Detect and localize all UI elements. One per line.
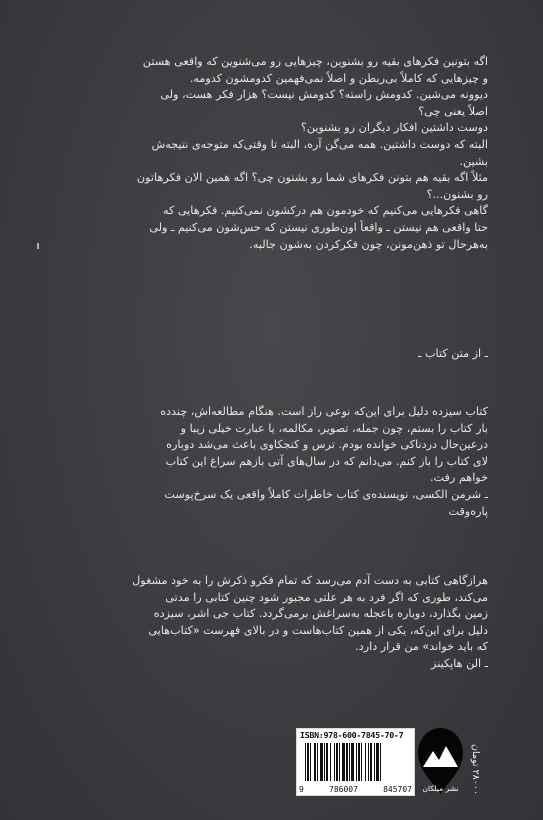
barcode-bar <box>361 743 362 781</box>
barcode-bar <box>342 743 345 781</box>
review-line: می‌کند، طوری که اگر فرد به هر علتی مجبور شود چنین کتابی را مدتی <box>165 590 488 604</box>
review-line: زمین بگذارد، دوباره باعجله به‌سراغش برمی‌گردد. کتاب جی اشر، سیزده <box>153 607 488 621</box>
review-signature: ـ شرمن الکسی، نویسنده‌ی کتاب خاطرات کاملاً واقعی یک سرخ‌پوست <box>164 487 488 501</box>
excerpt-line: گاهی فکرهایی می‌کنیم که خودمون هم درکشون نمی‌کنیم. فکرهایی که <box>162 204 488 218</box>
barcode-bar <box>370 743 372 781</box>
excerpt-source-label: ـ از متن کتاب ـ <box>418 347 488 360</box>
barcode-bar <box>307 743 309 781</box>
barcode-bar <box>376 743 379 781</box>
excerpt-source <box>83 346 488 363</box>
excerpt-line: مثلاً اگه بقیه هم بتونن فکرهای شما رو بشنون چی؟ اگه همین الان فکرهاتون <box>136 171 488 185</box>
price-label: ۲۸۰۰۰ تومان <box>470 743 481 795</box>
barcode-bar <box>374 743 375 781</box>
excerpt-line: دیوونه می‌شین. کدومش راسته؟ کدومش نیست؟ هزار فکر هست، ولی <box>160 88 488 102</box>
barcode-bar <box>324 743 325 781</box>
review-line: درعین‌حال دردناکی خوانده بودم. ترس و کنجکاوی باعث می‌شد دوباره <box>166 438 488 452</box>
barcode-bar <box>330 743 331 781</box>
review-signature: ـ الن هاپکینز <box>431 656 488 670</box>
margin-mark <box>37 243 39 249</box>
publisher-logo <box>417 727 464 795</box>
barcode-bar <box>334 743 335 781</box>
review-hopkins <box>83 573 488 673</box>
barcode-bar <box>305 743 306 781</box>
excerpt-line: اصلاً یعنی چی؟ <box>418 104 488 118</box>
barcode-bar <box>314 743 316 781</box>
excerpt-line: دوست داشتین افکار دیگران رو بشنوین؟ <box>300 121 488 135</box>
barcode-bar <box>346 743 348 781</box>
barcode-bar <box>351 743 354 781</box>
excerpt-line: به‌هرحال تو ذهن‌مونن، چون فکرکردن به‌شون جالبه. <box>249 237 488 251</box>
barcode-bar <box>349 743 350 781</box>
review-alexie <box>83 404 488 520</box>
barcode-bar <box>365 743 366 781</box>
barcode-bar <box>358 743 360 781</box>
excerpt-line: البته که دوست داشتین. همه می‌گن آره، البته تا وقتی‌که متوجه‌ی نتیجه‌ش <box>151 137 488 151</box>
excerpt-line: و چیزهایی که کاملاً بی‌ربطن و اصلاً نمی‌فهمین کدومشون کدومه. <box>189 71 488 85</box>
barcode-bar <box>336 743 338 781</box>
barcode-bars <box>305 743 407 781</box>
barcode-bar <box>326 743 328 781</box>
excerpt-line: بشین. <box>459 154 488 168</box>
barcode-digit-lead: 9 <box>299 785 304 794</box>
review-line: دلیل برای این‌که، یکی از همین کتاب‌هاست و در بالای فهرست «کتاب‌هایی <box>148 623 488 637</box>
barcode-bar <box>339 743 340 781</box>
review-line: لای کتاب را باز کنم. می‌دانم که در سال‌های آتی بازهم سراغ این کتاب <box>165 454 488 468</box>
isbn-barcode <box>296 728 415 796</box>
isbn-text: ISBN:978-600-7845-70-7 <box>300 730 404 740</box>
barcode-bar <box>317 743 318 781</box>
barcode-bar <box>320 743 323 781</box>
excerpt-line: حتا واقعی هم نیستن ـ واقعاً اون‌طوری نیستن که حس‌شون می‌کنیم ـ ولی <box>149 220 488 234</box>
barcode-bar <box>356 743 357 781</box>
publisher-name: نشر میلکان <box>422 784 459 793</box>
barcode-digits-right: 845707 <box>383 785 412 794</box>
barcode-bar <box>310 743 311 781</box>
excerpt-line: اگه بتونین فکرهای بقیه رو بشنوین، چیزهایی رو می‌شنوین که واقعی هستن <box>142 55 488 68</box>
review-line: هرازگاهی کتابی به دست آدم می‌رسد که تمام فکرو ذکرش را به خود مشغول <box>132 574 488 587</box>
barcode-bar <box>380 743 381 781</box>
review-signature-continued: پاره‌وقت <box>448 504 488 518</box>
review-line: کتاب سیزده دلیل برای این‌که نوعی راز است. هنگام مطالعه‌اش، چندده <box>160 405 488 418</box>
excerpt-line: رو بشنون...؟ <box>426 187 488 201</box>
barcode-digits-left: 786007 <box>329 785 358 794</box>
barcode-digits <box>299 785 412 794</box>
excerpt-paragraph <box>83 54 488 253</box>
review-line: که باید خواند» من قرار دارد. <box>355 640 488 654</box>
barcode-bar <box>368 743 369 781</box>
review-line: خواهم رفت. <box>430 471 488 485</box>
review-line: بار کتاب را بستم، چون جمله، تصویر، مکالمه، یا عبارت خیلی زیبا و <box>180 421 488 435</box>
